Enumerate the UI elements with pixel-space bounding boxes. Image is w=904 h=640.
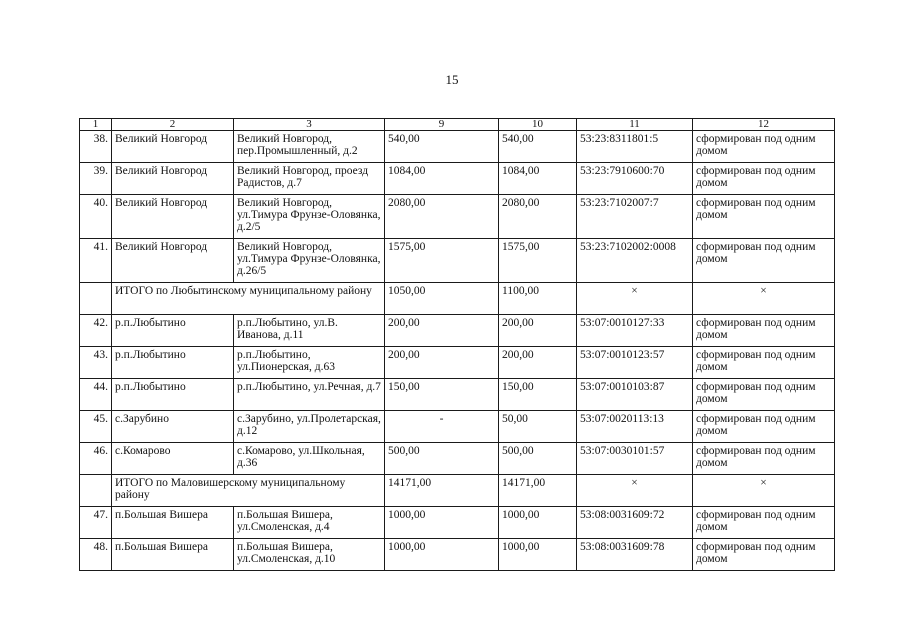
value-col9-cell: 1000,00 [385,507,499,539]
value-col9-cell: 1084,00 [385,163,499,195]
column-header: 1 [80,119,112,131]
table-row [80,507,835,539]
cadastral-number-cell: 53:23:8311801:5 [577,131,693,163]
total-col9-cell: 1050,00 [385,283,499,315]
address-cell: с.Зарубино, ул.Пролетарская, д.12 [234,411,385,443]
status-cell: сформирован под одним домом [693,347,835,379]
table-row [80,315,835,347]
status-cell: сформирован под одним домом [693,163,835,195]
cadastral-number-cell: 53:08:0031609:72 [577,507,693,539]
row-number: 40. [80,195,112,239]
row-number: 41. [80,239,112,283]
value-col9-cell: 1575,00 [385,239,499,283]
cadastral-number-cell: 53:08:0031609:78 [577,539,693,571]
total-label: ИТОГО по Маловишерскому муниципальному району [112,475,385,507]
locality-cell: р.п.Любытино [112,315,234,347]
not-applicable-mark: × [577,283,693,315]
table-row [80,379,835,411]
row-number: 42. [80,315,112,347]
total-row [80,475,835,507]
value-col9-cell: 1000,00 [385,539,499,571]
table-row [80,539,835,571]
locality-cell: Великий Новгород [112,195,234,239]
locality-cell: п.Большая Вишера [112,507,234,539]
value-col10-cell: 1575,00 [499,239,577,283]
total-label: ИТОГО по Любытинскому муниципальному району [112,283,385,315]
row-number: 38. [80,131,112,163]
total-col9-cell: 14171,00 [385,475,499,507]
status-cell: сформирован под одним домом [693,539,835,571]
status-cell: сформирован под одним домом [693,507,835,539]
total-row [80,283,835,315]
cadastral-number-cell: 53:07:0010123:57 [577,347,693,379]
value-col9-cell: 200,00 [385,347,499,379]
row-number: 39. [80,163,112,195]
column-header: 12 [693,119,835,131]
cadastral-number-cell: 53:07:0010103:87 [577,379,693,411]
status-cell: сформирован под одним домом [693,379,835,411]
status-cell: сформирован под одним домом [693,239,835,283]
column-header: 11 [577,119,693,131]
column-header: 3 [234,119,385,131]
cadastral-number-cell: 53:07:0010127:33 [577,315,693,347]
status-cell: сформирован под одним домом [693,315,835,347]
value-col10-cell: 540,00 [499,131,577,163]
row-number: 44. [80,379,112,411]
table-row [80,131,835,163]
status-cell: сформирован под одним домом [693,131,835,163]
value-col10-cell: 200,00 [499,347,577,379]
table-row [80,163,835,195]
address-cell: Великий Новгород, пер.Промышленный, д.2 [234,131,385,163]
locality-cell: с.Зарубино [112,411,234,443]
value-col9-cell: 200,00 [385,315,499,347]
address-cell: р.п.Любытино, ул.В. Иванова, д.11 [234,315,385,347]
value-col10-cell: 1000,00 [499,507,577,539]
value-col10-cell: 50,00 [499,411,577,443]
value-col10-cell: 2080,00 [499,195,577,239]
status-cell: сформирован под одним домом [693,443,835,475]
cadastral-number-cell: 53:07:0020113:13 [577,411,693,443]
locality-cell: п.Большая Вишера [112,539,234,571]
address-cell: Великий Новгород, ул.Тимура Фрунзе-Оловянка, д.26/5 [234,239,385,283]
value-col10-cell: 200,00 [499,315,577,347]
locality-cell: Великий Новгород [112,239,234,283]
status-cell: сформирован под одним домом [693,195,835,239]
locality-cell: р.п.Любытино [112,347,234,379]
locality-cell: с.Комарово [112,443,234,475]
address-cell: с.Комарово, ул.Школьная, д.36 [234,443,385,475]
column-header: 10 [499,119,577,131]
empty-cell [80,283,112,315]
cadastral-number-cell: 53:07:0030101:57 [577,443,693,475]
not-applicable-mark: × [693,475,835,507]
not-applicable-mark: × [693,283,835,315]
address-cell: п.Большая Вишера, ул.Смоленская, д.4 [234,507,385,539]
column-header: 9 [385,119,499,131]
row-number: 46. [80,443,112,475]
table-row [80,411,835,443]
address-cell: Великий Новгород, проезд Радистов, д.7 [234,163,385,195]
value-col9-cell: - [385,411,499,443]
value-col9-cell: 540,00 [385,131,499,163]
value-col9-cell: 500,00 [385,443,499,475]
cadastral-number-cell: 53:23:7910600:70 [577,163,693,195]
value-col10-cell: 500,00 [499,443,577,475]
empty-cell [80,475,112,507]
table-row [80,443,835,475]
value-col10-cell: 1000,00 [499,539,577,571]
table-row [80,195,835,239]
row-number: 48. [80,539,112,571]
value-col9-cell: 150,00 [385,379,499,411]
total-col10-cell: 1100,00 [499,283,577,315]
address-cell: Великий Новгород, ул.Тимура Фрунзе-Оловянка, д.2/5 [234,195,385,239]
not-applicable-mark: × [577,475,693,507]
column-header: 2 [112,119,234,131]
cadastral-number-cell: 53:23:7102002:0008 [577,239,693,283]
locality-cell: р.п.Любытино [112,379,234,411]
address-cell: п.Большая Вишера, ул.Смоленская, д.10 [234,539,385,571]
total-col10-cell: 14171,00 [499,475,577,507]
table-row [80,347,835,379]
header-row [80,119,835,131]
address-cell: р.п.Любытино, ул.Речная, д.7 [234,379,385,411]
address-cell: р.п.Любытино, ул.Пионерская, д.63 [234,347,385,379]
status-cell: сформирован под одним домом [693,411,835,443]
locality-cell: Великий Новгород [112,163,234,195]
cadastral-number-cell: 53:23:7102007:7 [577,195,693,239]
row-number: 43. [80,347,112,379]
table-row [80,239,835,283]
locality-cell: Великий Новгород [112,131,234,163]
row-number: 45. [80,411,112,443]
value-col10-cell: 150,00 [499,379,577,411]
value-col9-cell: 2080,00 [385,195,499,239]
land-plot-table [79,118,835,571]
page-number: 15 [445,72,459,87]
row-number: 47. [80,507,112,539]
value-col10-cell: 1084,00 [499,163,577,195]
